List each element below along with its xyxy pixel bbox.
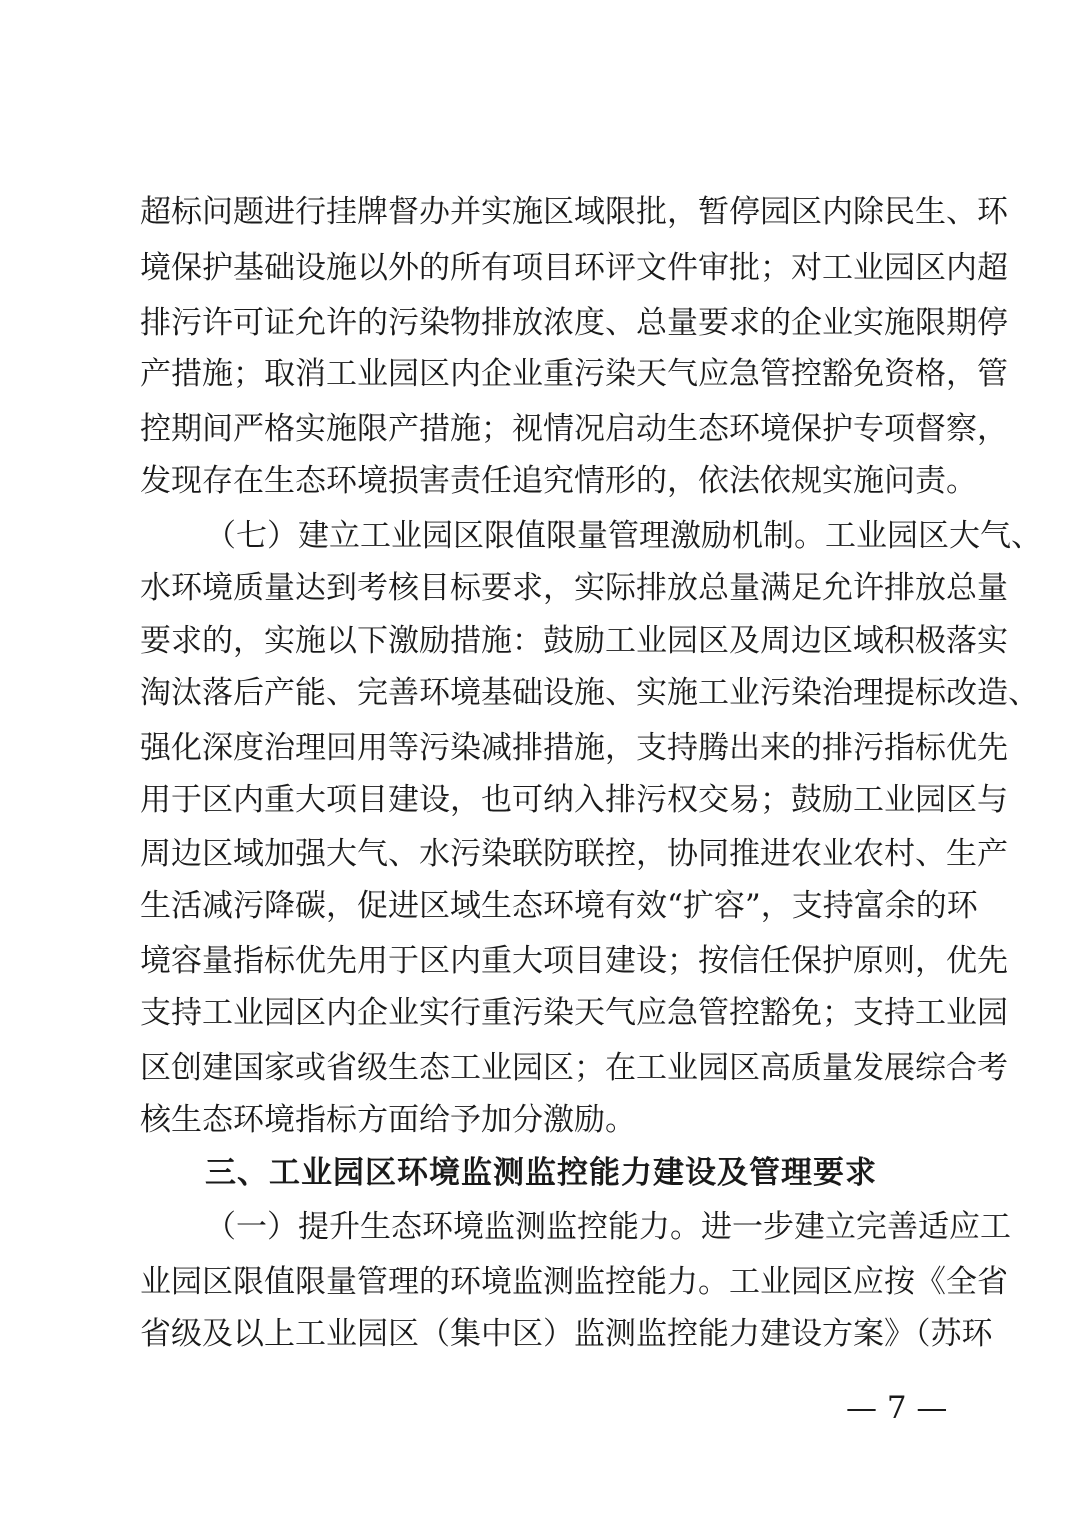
text-line-17: 区创建国家或省级生态工业园区；在工业园区高质量发展综合考	[140, 1050, 1008, 1086]
text-line-6: 发现存在生态环境损害责任追究情形的，依法依规实施问责。	[140, 463, 977, 499]
text-line-12: 用于区内重大项目建设，也可纳入排污权交易；鼓励工业园区与	[140, 782, 1008, 818]
section-7-title-line: （七）建立工业园区限值限量管理激励机制。工业园区大气、	[205, 518, 1042, 554]
section-3-heading: 三、工业园区环境监测监控能力建设及管理要求	[205, 1155, 877, 1191]
text-line-1: 超标问题进行挂牌督办并实施区域限批，暂停园区内除民生、环	[140, 194, 1008, 230]
text-line-16: 支持工业园区内企业实行重污染天气应急管控豁免；支持工业园	[140, 995, 1008, 1031]
text-line-9: 要求的，实施以下激励措施：鼓励工业园区及周边区域积极落实	[140, 623, 1008, 659]
text-line-22: 省级及以上工业园区（集中区）监测监控能力建设方案》（苏环	[140, 1316, 993, 1352]
text-line-18: 核生态环境指标方面给予加分激励。	[140, 1102, 636, 1138]
text-line-4: 产措施；取消工业园区内企业重污染天气应急管控豁免资格，管	[140, 356, 1008, 392]
text-line-3: 排污许可证允许的污染物排放浓度、总量要求的企业实施限期停	[140, 305, 1008, 341]
text-line-15: 境容量指标优先用于区内重大项目建设；按信任保护原则，优先	[140, 943, 1008, 979]
text-line-13: 周边区域加强大气、水污染联防联控，协同推进农业农村、生产	[140, 836, 1008, 872]
subsection-1-title-line: （一）提升生态环境监测监控能力。进一步建立完善适应工	[205, 1209, 1011, 1245]
page-number: — 7 —	[846, 1390, 948, 1426]
text-line-5: 控期间严格实施限产措施；视情况启动生态环境保护专项督察，	[140, 411, 1008, 447]
text-line-14: 生活减污降碳，促进区域生态环境有效“扩容”，支持富余的环	[140, 888, 978, 924]
text-line-10: 淘汰落后产能、完善环境基础设施、实施工业污染治理提标改造、	[140, 675, 1039, 711]
text-line-21: 业园区限值限量管理的环境监测监控能力。工业园区应按《全省	[140, 1264, 1008, 1300]
text-line-8: 水环境质量达到考核目标要求，实际排放总量满足允许排放总量	[140, 570, 1008, 606]
text-line-11: 强化深度治理回用等污染减排措施，支持腾出来的排污指标优先	[140, 730, 1008, 766]
text-line-2: 境保护基础设施以外的所有项目环评文件审批；对工业园区内超	[140, 250, 1008, 286]
